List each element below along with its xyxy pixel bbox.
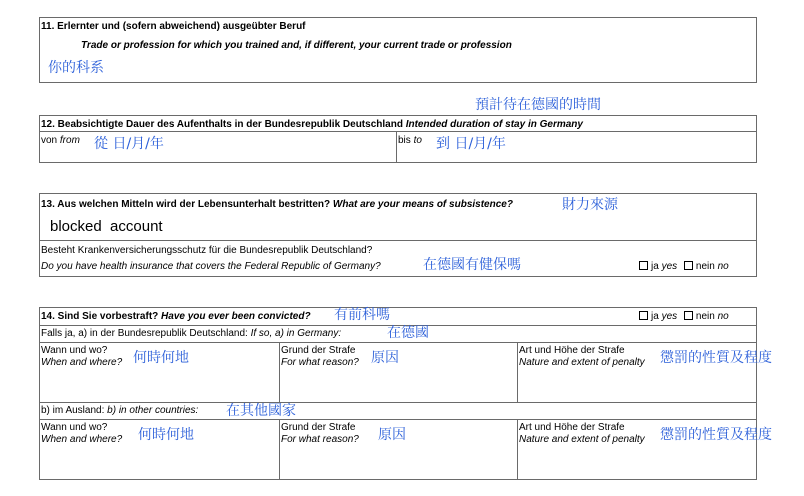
section-13-divider [39, 240, 757, 241]
conviction-no-checkbox[interactable] [684, 311, 693, 320]
row-b-reason-de: Grund der Strafe [281, 422, 356, 433]
section-12-title-de: 12. Beabsichtigte Dauer des Aufenthalts in der Bundesrepublik Deutschland [41, 119, 403, 130]
row-a-when-note: 何時何地 [133, 350, 189, 366]
section-14-col-b2 [517, 419, 518, 480]
insurance-no-en: no [717, 261, 729, 272]
row-a-reason-note: 原因 [371, 350, 399, 366]
insurance-no-checkbox[interactable] [684, 261, 693, 270]
section-13-answer[interactable]: blocked account [50, 218, 163, 235]
row-b-reason-en: For what reason? [281, 434, 359, 445]
row-a-nature-note: 懲罰的性質及程度 [660, 350, 772, 366]
row-a-when-de: Wann und wo? [41, 345, 108, 356]
section-14-divider-4 [39, 419, 757, 420]
section-14-title-de: 14. Sind Sie vorbestraft? [41, 311, 159, 322]
section-12-to-de: bis [398, 135, 411, 146]
section-13-insurance-note: 在德國有健保嗎 [423, 257, 521, 273]
section-12-from-field[interactable] [41, 135, 80, 147]
section-11-title: 11. Erlernter und (sofern abweichend) ausgeübter Beruf [41, 21, 306, 32]
section-14-note: 有前科嗎 [334, 307, 390, 323]
section-13-title [41, 199, 513, 211]
section-13-insurance-options [639, 261, 729, 273]
insurance-yes-de: ja [651, 261, 659, 272]
section-13-note: 財力來源 [562, 197, 618, 213]
section-13-insurance-en: Do you have health insurance that covers the Federal Republic of Germany? [41, 261, 381, 272]
section-14-germany-de: Falls ja, a) in der Bundesrepublik Deutschland: [41, 328, 248, 339]
row-b-reason-field[interactable] [281, 422, 359, 446]
conviction-no-de: nein [695, 311, 715, 322]
section-12-note-above: 預計待在德國的時間 [475, 97, 601, 113]
section-14-col-b1 [279, 419, 280, 480]
section-12-from-en: from [59, 135, 80, 146]
row-b-reason-note: 原因 [378, 427, 406, 443]
section-14-germany-en: If so, a) in Germany: [250, 328, 342, 339]
section-13-title-de: 13. Aus welchen Mitteln wird der Lebensunterhalt bestritten? [41, 199, 331, 210]
row-b-nature-note: 懲罰的性質及程度 [660, 427, 772, 443]
row-a-nature-de: Art und Höhe der Strafe [519, 345, 625, 356]
insurance-yes-checkbox[interactable] [639, 261, 648, 270]
section-12-title [41, 119, 583, 131]
row-a-reason-field[interactable] [281, 345, 359, 369]
section-12-from-note: 從 日/月/年 [94, 136, 164, 152]
section-12-to-note: 到 日/月/年 [436, 136, 506, 152]
section-14-abroad-de: b) im Ausland: [41, 405, 105, 416]
section-14-germany-label [41, 328, 341, 340]
row-a-reason-de: Grund der Strafe [281, 345, 356, 356]
conviction-yes-checkbox[interactable] [639, 311, 648, 320]
section-12-divider [39, 131, 757, 132]
section-14-divider-2 [39, 342, 757, 343]
conviction-yes-en: yes [661, 311, 678, 322]
conviction-yes-de: ja [651, 311, 659, 322]
row-b-when-en: When and where? [41, 434, 123, 445]
row-b-when-de: Wann und wo? [41, 422, 108, 433]
section-14-col-a2 [517, 342, 518, 402]
section-14-title-en: Have you ever been convicted? [161, 311, 311, 322]
row-b-nature-en: Nature and extent of penalty [519, 434, 645, 445]
section-13-title-en: What are your means of subsistence? [332, 199, 513, 210]
section-11-note: 你的科系 [48, 60, 104, 76]
insurance-yes-en: yes [661, 261, 678, 272]
section-14-divider-3 [39, 402, 757, 403]
section-14-title [41, 311, 311, 323]
row-a-nature-en: Nature and extent of penalty [519, 357, 645, 368]
section-13-insurance-de: Besteht Krankenversicherungsschutz für die Bundesrepublik Deutschland? [41, 245, 373, 256]
row-b-nature-de: Art und Höhe der Strafe [519, 422, 625, 433]
row-b-when-field[interactable] [41, 422, 122, 446]
section-14-abroad-label [41, 405, 198, 417]
section-14-conviction-options [639, 311, 729, 323]
row-b-nature-field[interactable] [519, 422, 645, 446]
row-b-when-note: 何時何地 [138, 427, 194, 443]
row-a-when-en: When and where? [41, 357, 123, 368]
section-12-title-en: Intended duration of stay in Germany [405, 119, 583, 130]
row-a-nature-field[interactable] [519, 345, 645, 369]
row-a-when-field[interactable] [41, 345, 122, 369]
section-14-abroad-note: 在其他國家 [226, 403, 296, 419]
section-12-col-divider [396, 131, 397, 163]
insurance-no-de: nein [695, 261, 715, 272]
conviction-no-en: no [717, 311, 729, 322]
section-14-col-a1 [279, 342, 280, 402]
section-12-from-de: von [41, 135, 58, 146]
section-14-germany-note: 在德國 [387, 325, 429, 341]
section-11-subtitle: Trade or profession for which you trained and, if different, your current trade or profession [81, 40, 512, 51]
row-a-reason-en: For what reason? [281, 357, 359, 368]
section-12-to-en: to [413, 135, 422, 146]
section-12-to-field[interactable] [398, 135, 422, 147]
section-14-abroad-en: b) in other countries: [107, 405, 199, 416]
